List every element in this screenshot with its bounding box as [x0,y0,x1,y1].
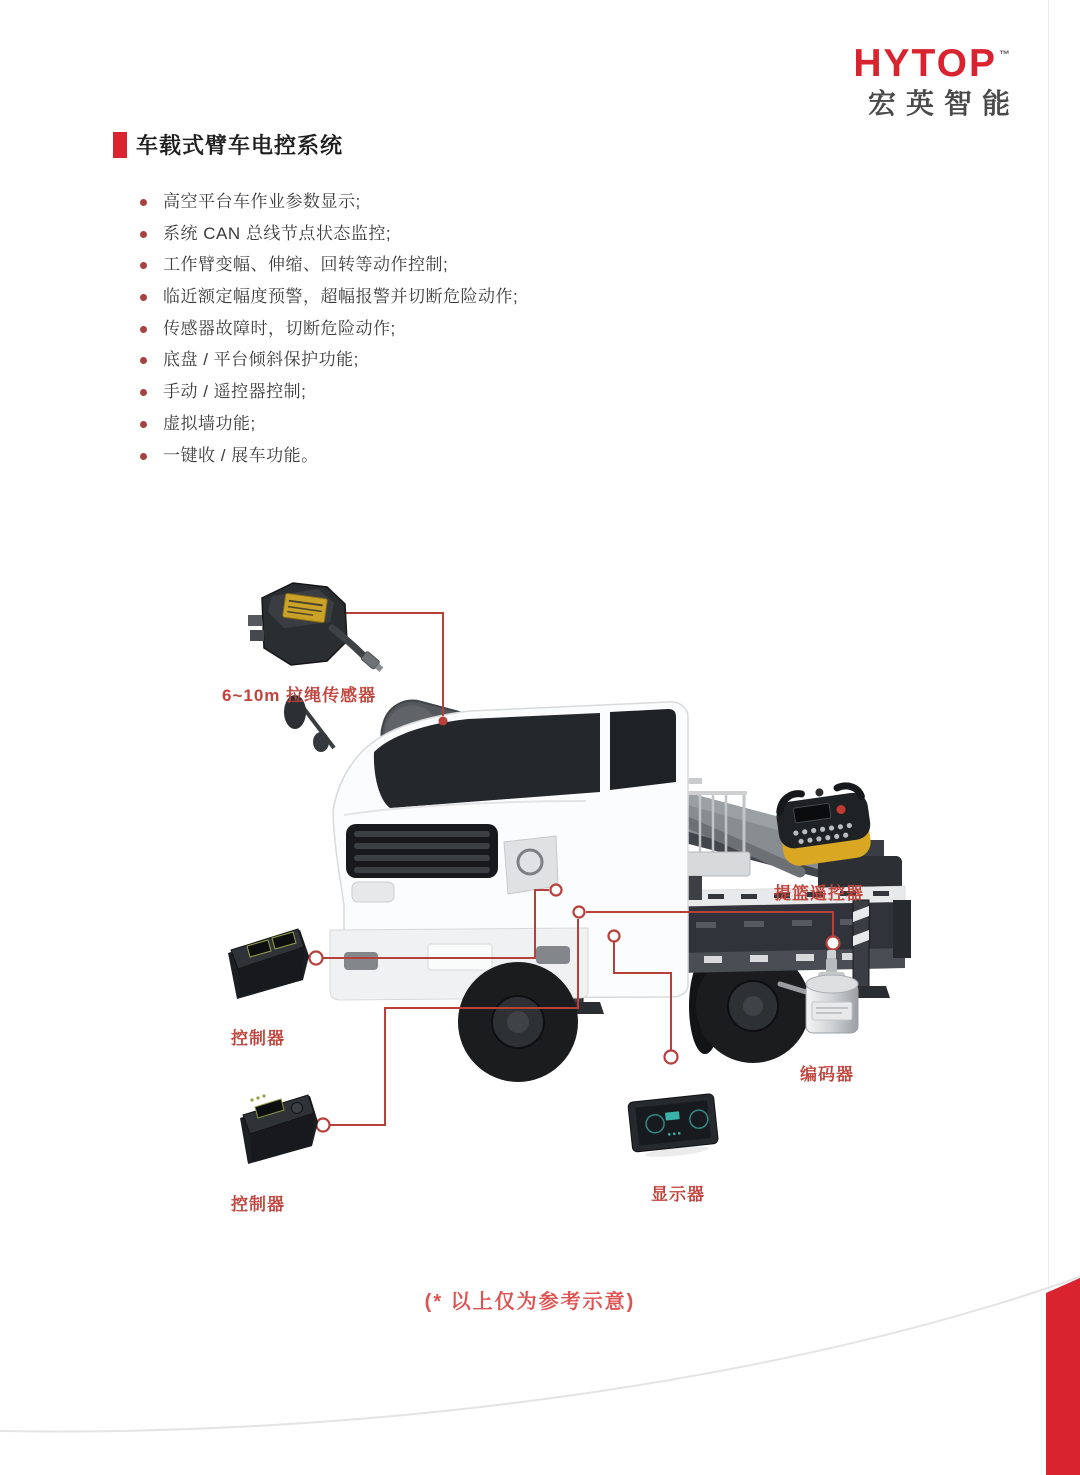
rope-sensor-image [248,583,385,673]
remote-control-image [773,782,874,868]
display-image [628,1094,720,1161]
reference-note: (* 以上仅为参考示意) [424,1291,636,1313]
feature-item: 系统 CAN 总线节点状态监控; [163,218,518,250]
feature-item: 虚拟墙功能; [163,408,518,440]
feature-item: 底盘 / 平台倾斜保护功能; [163,344,518,376]
feature-item: 传感器故障时，切断危险动作; [163,313,518,345]
connector-circle [310,952,323,965]
controller-1-label: 控制器 [231,1029,285,1048]
feature-item: 工作臂变幅、伸缩、回转等动作控制; [163,249,518,281]
trademark-symbol: ™ [999,49,1010,61]
encoder-label: 编码器 [800,1065,854,1084]
controller-1-image [228,929,309,999]
rope-sensor-label: 6~10m 拉绳传感器 [222,686,377,705]
controller-2-label: 控制器 [231,1195,285,1214]
feature-item: 临近额定幅度预警，超幅报警并切断危险动作; [163,281,518,313]
controller-2-image [240,1094,318,1164]
page-title: 车载式臂车电控系统 [136,133,344,158]
truck-marker-circle [551,885,562,896]
feature-item: 高空平台车作业参数显示; [163,186,518,218]
truck-marker-circle [574,907,585,918]
connector-circle [317,1119,330,1132]
connector-circle [827,937,840,950]
brand-company-name: 宏英智能 [867,88,1020,119]
truck-marker-circle [609,931,620,942]
connector-circle [665,1051,678,1064]
feature-item: 一键收 / 展车功能。 [163,440,518,472]
brand-name: HYTOP [853,42,997,85]
display-label: 显示器 [651,1185,705,1204]
boom-tip-dot [439,717,448,726]
feature-item: 手动 / 遥控器控制; [163,376,518,408]
basket-remote-label: 提篮遥控器 [774,884,864,903]
